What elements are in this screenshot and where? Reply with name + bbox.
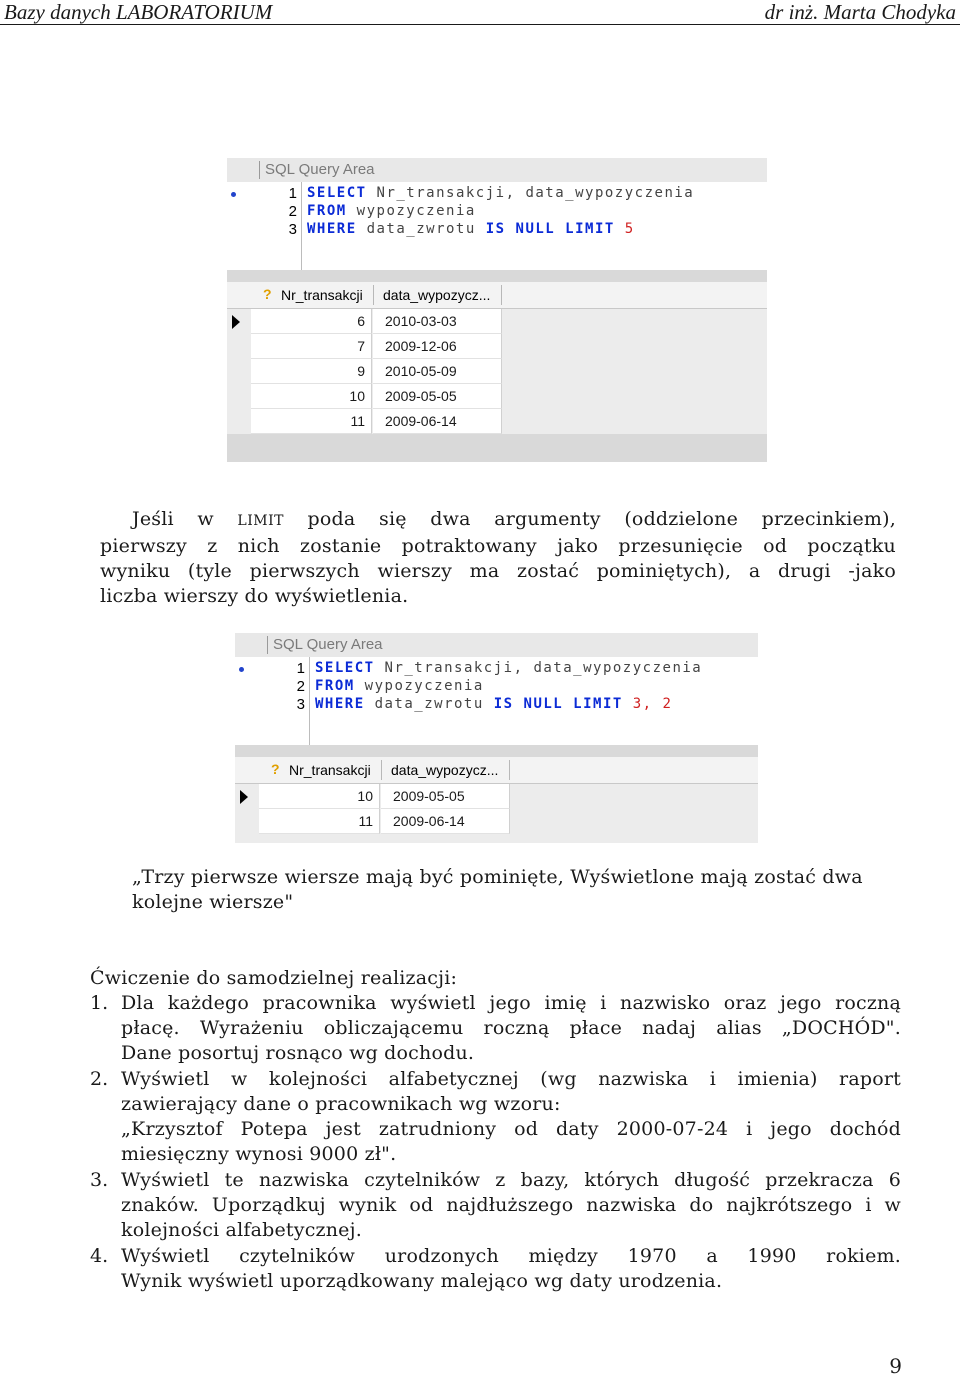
- line-gutter: [235, 657, 313, 745]
- code-line-2[interactable]: [307, 203, 476, 219]
- sql-query-area[interactable]: [227, 158, 767, 270]
- current-row-arrow-icon: [232, 315, 240, 329]
- row-selector[interactable]: [227, 359, 251, 384]
- exercise-item-number: 4.: [90, 1245, 109, 1267]
- cell-data-wypozyczenia[interactable]: 2009-06-14: [385, 413, 457, 429]
- row-selector[interactable]: [227, 384, 251, 409]
- exercise-item-number: 3.: [90, 1169, 109, 1191]
- screenshot-query-2: [235, 633, 758, 843]
- cell-data-wypozyczenia[interactable]: 2010-05-09: [385, 363, 457, 379]
- primary-key-icon: ?: [271, 761, 280, 777]
- cell-data-wypozyczenia[interactable]: 2009-06-14: [393, 813, 465, 829]
- query-area-titlebar: [235, 633, 758, 657]
- code-token: data_zwrotu: [374, 696, 494, 712]
- row-selector[interactable]: [235, 784, 259, 809]
- page-number: 9: [889, 1354, 902, 1378]
- cell-nr-transakcji[interactable]: 10: [349, 388, 365, 404]
- exercise-item-number: 2.: [90, 1068, 109, 1090]
- result-grid: [235, 757, 758, 843]
- query-area-title: SQL Query Area: [265, 161, 375, 178]
- code-token: 5: [624, 221, 635, 237]
- cell-nr-transakcji[interactable]: 10: [357, 788, 373, 804]
- code-line-3[interactable]: [315, 696, 672, 712]
- sql-query-area[interactable]: [235, 633, 758, 745]
- paragraph-limit-explanation: Jeśli w LIMIT poda się dwa argumenty (oddzielone przecinkiem), pierwszy z nich zostanie potraktowany jako przesunięcie od początku wyniku (tyle pierwszych wierszy ma zostać pominiętych), a drugi -jako liczba wierszy do wyświetlenia.: [100, 508, 896, 607]
- cell-data-wypozyczenia[interactable]: 2009-05-05: [385, 388, 457, 404]
- code-token: WHERE: [307, 221, 367, 237]
- line-number: 2: [288, 203, 297, 220]
- cell-nr-transakcji[interactable]: 9: [357, 363, 365, 379]
- screenshot-query-1: [227, 158, 767, 462]
- code-line-3[interactable]: [307, 221, 635, 237]
- cell-nr-transakcji[interactable]: 6: [357, 313, 365, 329]
- code-token: Nr_transakcji, data_wypozyczenia: [376, 185, 695, 201]
- header-course-title: Bazy danych LABORATORIUM: [4, 0, 273, 24]
- code-token: IS NULL LIMIT: [493, 696, 633, 712]
- code-line-2[interactable]: [315, 678, 484, 694]
- query-area-titlebar: [227, 158, 767, 182]
- code-token: wypozyczenia: [364, 678, 484, 694]
- exercise-item-3: Wyświetl te nazwiska czytelników z bazy, których długość przekracza 6 znaków. Uporządkuj wynik od najdłuższego nazwiska do najkrótszego i w kolejności alfabetycznej.: [121, 1169, 901, 1241]
- limit-keyword: LIMIT: [237, 513, 284, 529]
- line-number: 1: [296, 660, 305, 677]
- cell-nr-transakcji[interactable]: 11: [358, 813, 373, 829]
- code-token: 3, 2: [632, 696, 673, 712]
- current-line-dot-icon: [231, 192, 236, 197]
- row-selector[interactable]: [227, 334, 251, 359]
- result-grid: [227, 282, 767, 434]
- column-header-data-wypozyczenia[interactable]: data_wypozycz...: [383, 287, 491, 303]
- header-author: dr inż. Marta Chodyka: [764, 0, 956, 24]
- code-line-1[interactable]: [315, 660, 702, 676]
- quote-example: „Trzy pierwsze wiersze mają być pominięte, Wyświetlone mają zostać dwa kolejne wiersze": [132, 866, 863, 913]
- code-token: SELECT: [307, 185, 377, 201]
- cell-nr-transakcji[interactable]: 7: [357, 338, 365, 354]
- column-header-nr-transakcji[interactable]: Nr_transakcji: [281, 287, 363, 303]
- result-grid-header: [235, 757, 758, 784]
- page-header: [0, 0, 960, 25]
- line-gutter: [227, 182, 305, 270]
- line-number: 3: [296, 696, 305, 713]
- code-token: FROM: [315, 678, 365, 694]
- column-header-nr-transakcji[interactable]: Nr_transakcji: [289, 762, 371, 778]
- exercise-item-number: 1.: [90, 992, 109, 1014]
- exercise-item-1: Dla każdego pracownika wyświetl jego imię i nazwisko oraz jego roczną płacę. Wyrażeniu obliczającemu roczną płace nadaj alias „DOCHÓD". Dane posortuj rosnąco wg dochodu.: [121, 992, 901, 1064]
- code-token: Nr_transakcji, data_wypozyczenia: [384, 660, 703, 676]
- line-number: 3: [288, 221, 297, 238]
- primary-key-icon: ?: [263, 286, 272, 302]
- cell-data-wypozyczenia[interactable]: 2009-12-06: [385, 338, 457, 354]
- result-grid-header: [227, 282, 767, 309]
- code-token: WHERE: [315, 696, 375, 712]
- cell-data-wypozyczenia[interactable]: 2010-03-03: [385, 313, 457, 329]
- code-token: wypozyczenia: [356, 203, 476, 219]
- column-header-data-wypozyczenia[interactable]: data_wypozycz...: [391, 762, 499, 778]
- code-token: IS NULL LIMIT: [485, 221, 625, 237]
- line-number: 2: [296, 678, 305, 695]
- current-row-arrow-icon: [240, 790, 248, 804]
- line-number: 1: [288, 185, 297, 202]
- exercise-item-4: Wyświetl czytelników urodzonych między 1970 a 1990 rokiem. Wynik wyświetl uporządkowany malejąco wg daty urodzenia.: [121, 1245, 901, 1292]
- cell-nr-transakcji[interactable]: 11: [350, 413, 365, 429]
- row-selector[interactable]: [227, 309, 251, 334]
- row-selector[interactable]: [227, 409, 251, 434]
- code-token: FROM: [307, 203, 357, 219]
- cell-data-wypozyczenia[interactable]: 2009-05-05: [393, 788, 465, 804]
- code-line-1[interactable]: [307, 185, 694, 201]
- current-line-dot-icon: [239, 667, 244, 672]
- exercise-item-2: Wyświetl w kolejności alfabetycznej (wg nazwiska i imienia) raport zawierający dane o pracownikach wg wzoru: „Krzysztof Potepa jest zatrudniony od daty 2000-07-24 i jego dochód miesięczny wynosi 9000 zł".: [121, 1068, 901, 1165]
- exercise-title: Ćwiczenie do samodzielnej realizacji:: [90, 967, 458, 989]
- query-area-title: SQL Query Area: [273, 636, 383, 653]
- row-selector[interactable]: [235, 809, 259, 834]
- code-token: data_zwrotu: [366, 221, 486, 237]
- code-token: SELECT: [315, 660, 385, 676]
